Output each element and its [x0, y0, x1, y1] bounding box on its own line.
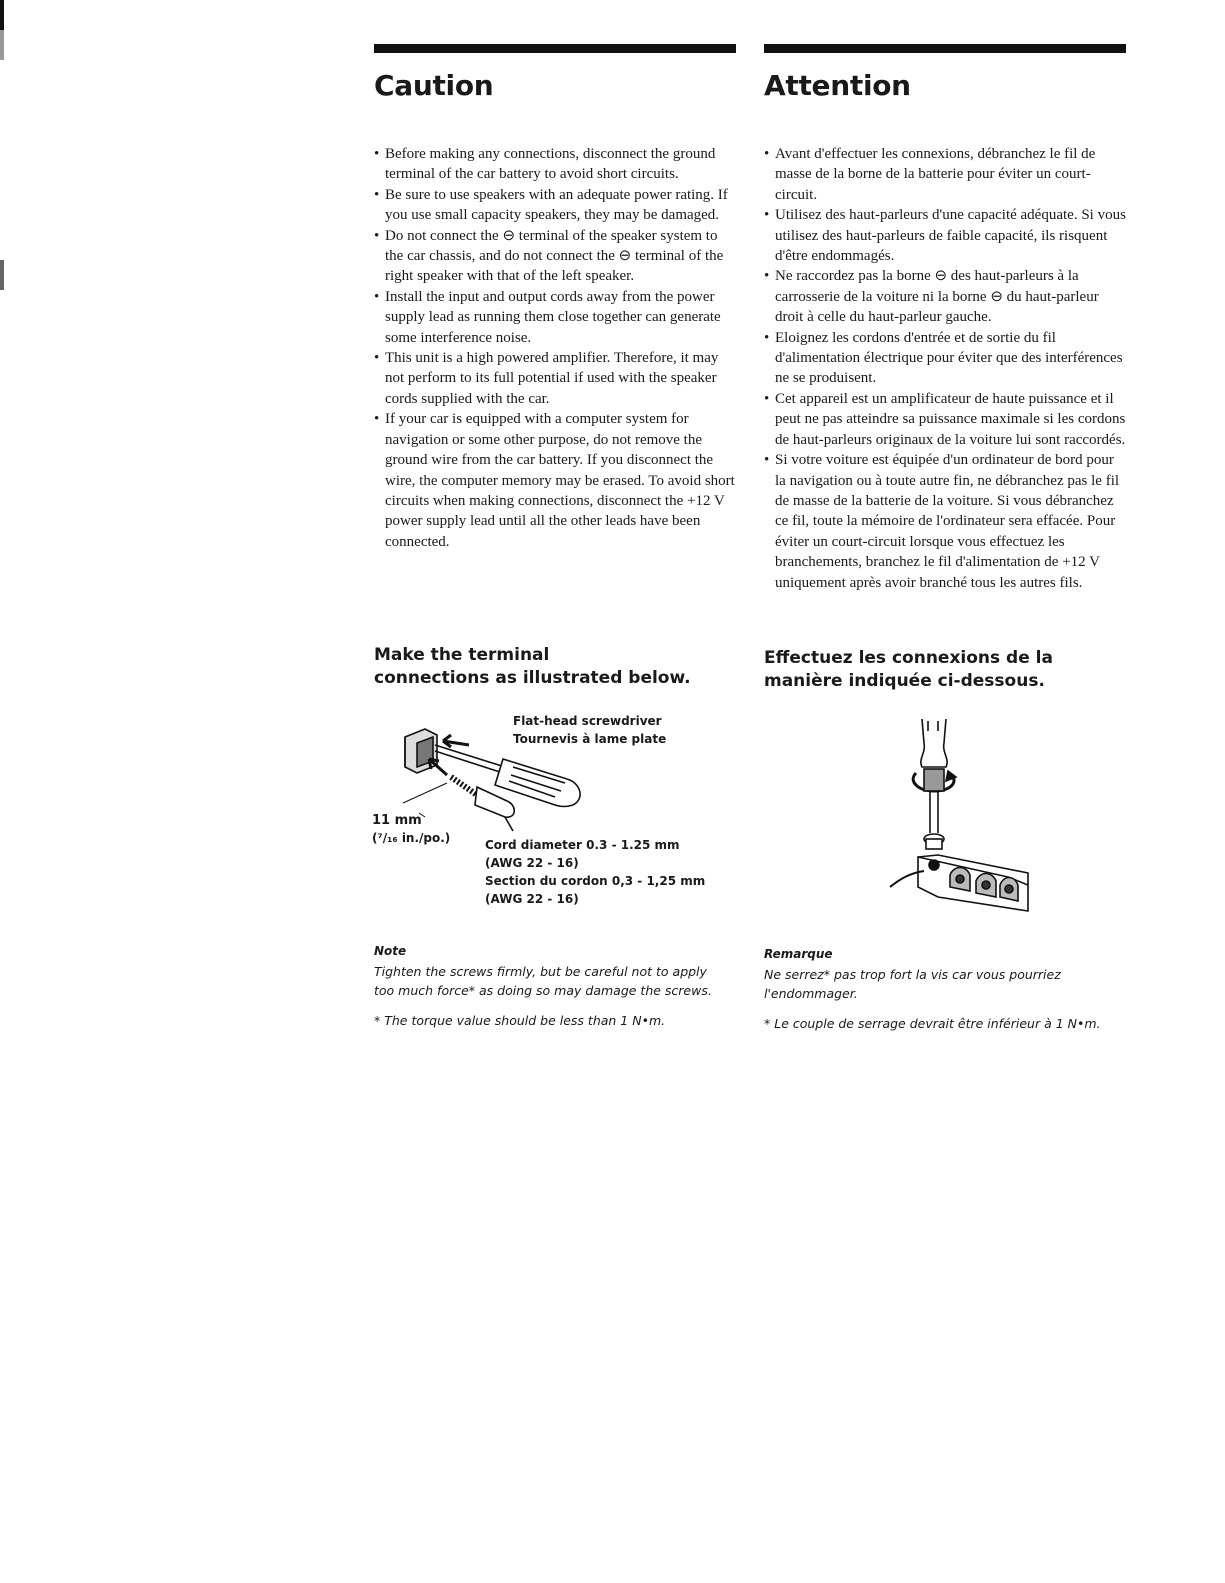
bullet-item: • Utilisez des haut-parleurs d'une capacité adéquate. Si vous utilisez des haut-parleurs de faible capacité, ils risquent d'être endommagés. — [764, 205, 1126, 266]
remarque-text — [764, 965, 1126, 1003]
connexions-subheading — [764, 647, 1126, 693]
note-line: too much force* as doing so may damage the screws. — [374, 983, 712, 998]
bullet-item: • Install the input and output cords away from the power supply lead as running them close together can generate some interference noise. — [374, 287, 736, 348]
caution-bullet-list — [374, 144, 736, 552]
note-line: l'endommager. — [764, 986, 858, 1001]
bullet-item: • This unit is a high powered amplifier. Therefore, it may not perform to its full potential if used with the speaker cords supplied with the car. — [374, 348, 736, 409]
remarque-heading: Remarque — [764, 947, 833, 961]
caution-heading: Caution — [374, 69, 494, 102]
screwdriver-label-en: Flat-head screwdriver — [513, 714, 662, 728]
strip-length-label: 11 mm — [372, 813, 422, 828]
attention-heading: Attention — [764, 69, 911, 102]
french-column — [764, 44, 1126, 1031]
bullet-item: • Si votre voiture est équipée d'un ordinateur de bord pour la navigation ou à toute autre fin, ne débranchez pas le fil de masse de la batterie de la voiture. Si vous débranchez ce fil, toute la mémoire de l'ordinateur sera effacée. Pour éviter un court-circuit lorsque vous effectuez les branchements, branchez le fil d'alimentation de +12 V uniquement après avoir branché tous les autres fils. — [764, 450, 1126, 593]
scan-edge — [0, 0, 4, 1583]
section-rule — [374, 44, 736, 53]
subheading-line: manière indiquée ci-dessous. — [764, 671, 1045, 691]
strip-length-inch-label: (⁷/₁₆ in./po.) — [372, 831, 451, 845]
bullet-item: • Before making any connections, disconnect the ground terminal of the car battery to avoid short circuits. — [374, 144, 736, 185]
screw-terminal-block-illustration — [888, 715, 1038, 925]
subheading-line: Make the terminal — [374, 645, 550, 665]
note-line: Ne serrez* pas trop fort la vis car vous pourriez — [764, 967, 1061, 982]
note-heading: Note — [374, 944, 407, 958]
bullet-item: • If your car is equipped with a computer system for navigation or some other purpose, do not remove the ground wire from the car battery. If you disconnect the wire, the computer memory may be erased. To avoid short circuits when making connections, disconnect the +12 V power supply lead until all the other leads have been connected. — [374, 409, 736, 552]
torque-footnote: * Le couple de serrage devrait être inférieur à 1 N•m. — [764, 1016, 1101, 1031]
section-rule — [764, 44, 1126, 53]
awg-label-fr: (AWG 22 - 16) — [485, 892, 579, 906]
subheading-line: Effectuez les connexions de la — [764, 648, 1053, 668]
cord-diameter-label-fr: Section du cordon 0,3 - 1,25 mm — [485, 874, 706, 888]
screwdriver-label-fr: Tournevis à lame plate — [513, 732, 667, 746]
bullet-item: • Cet appareil est un amplificateur de haute puissance et il peut ne pas atteindre sa puissance maximale si les cordons de haut-parleurs originaux de la voiture lui sont raccordés. — [764, 389, 1126, 450]
bullet-item: • Ne raccordez pas la borne ⊖ des haut-parleurs à la carrosserie de la voiture ni la borne ⊖ du haut-parleur droit à celle du haut-parleur gauche. — [764, 266, 1126, 327]
bullet-item: • Avant d'effectuer les connexions, débranchez le fil de masse de la borne de la batterie pour éviter un court-circuit. — [764, 144, 1126, 205]
bullet-item: • Do not connect the ⊖ terminal of the speaker system to the car chassis, and do not connect the ⊖ terminal of the right speaker with that of the left speaker. — [374, 226, 736, 287]
subheading-line: connections as illustrated below. — [374, 668, 691, 688]
attention-bullet-list — [764, 144, 1126, 593]
note-text — [374, 962, 736, 1000]
terminal-connections-subheading — [374, 644, 736, 690]
awg-label-en: (AWG 22 - 16) — [485, 856, 579, 870]
bullet-item: • Be sure to use speakers with an adequate power rating. If you use small capacity speakers, they may be damaged. — [374, 185, 736, 226]
bullet-item: • Eloignez les cordons d'entrée et de sortie du fil d'alimentation électrique pour éviter que des interférences ne se produisent. — [764, 328, 1126, 389]
note-line: Tighten the screws firmly, but be careful not to apply — [374, 964, 707, 979]
cord-diameter-label-en: Cord diameter 0.3 - 1.25 mm — [485, 838, 680, 852]
torque-footnote: * The torque value should be less than 1 N•m. — [374, 1013, 666, 1028]
